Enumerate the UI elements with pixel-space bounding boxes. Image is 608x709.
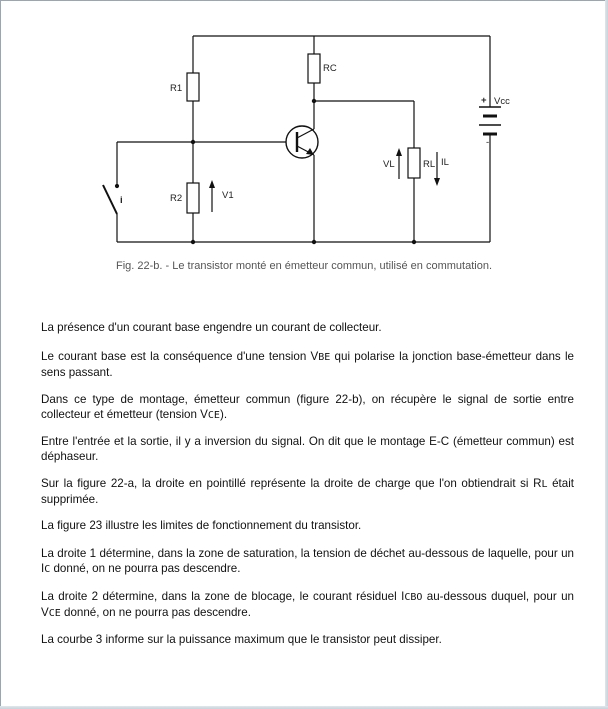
resistor-r1	[187, 73, 199, 101]
junction-dot	[191, 140, 194, 143]
vl-arrow-head	[396, 148, 402, 156]
label-r1: R1	[170, 83, 183, 94]
junction-dot	[191, 240, 194, 243]
paragraph-4: Entre l'entrée et la sortie, il y a inversion du signal. On dit que le montage E-C (émetteur commun) est déphaseur.	[41, 435, 574, 463]
label-minus: -	[486, 137, 490, 148]
junction-dot	[412, 240, 415, 243]
label-v1: V1	[222, 190, 234, 201]
transistor	[286, 126, 318, 158]
resistor-rl	[408, 148, 420, 178]
figure-caption: Fig. 22-b. - Le transistor monté en émetteur commun, utilisé en commutation.	[116, 260, 492, 272]
label-vl: VL	[383, 159, 395, 170]
paragraph-5: Sur la figure 22-a, la droite en pointillé représente la droite de charge que l'on obtiendrait si RL était supprimée.	[41, 477, 575, 506]
il-arrow-head	[434, 178, 440, 186]
label-rc: RC	[323, 63, 337, 74]
v1-arrow-head	[209, 180, 215, 188]
circuit-diagram	[0, 0, 608, 260]
resistor-r2	[187, 183, 199, 213]
label-r2: R2	[170, 193, 183, 204]
paragraph-2: Le courant base est la conséquence d'une tension VBE qui polarise la jonction base-émetteur dans le sens passant.	[41, 350, 575, 379]
label-il: IL	[441, 157, 449, 168]
paragraph-9: La courbe 3 informe sur la puissance maximum que le transistor peut dissiper.	[41, 633, 442, 646]
junction-dot	[312, 240, 315, 243]
label-plus: +	[481, 95, 487, 106]
junction-dot	[312, 99, 315, 102]
label-switch: i	[120, 195, 123, 206]
switch-blade	[103, 185, 117, 214]
transistor-collector	[297, 129, 314, 138]
paragraph-7: La droite 1 détermine, dans la zone de saturation, la tension de déchet au-dessous de laquelle, pour un IC donné, on ne pourra pas descendre.	[41, 547, 574, 575]
switch-contact	[116, 185, 119, 188]
resistor-rc	[308, 54, 320, 83]
label-rl: RL	[423, 159, 436, 170]
label-vcc: Vcc	[494, 96, 510, 107]
paragraph-3: Dans ce type de montage, émetteur commun (figure 22-b), on récupère le signal de sortie entre collecteur et émetteur (tension VCE).	[41, 393, 574, 421]
paragraph-6: La figure 23 illustre les limites de fonctionnement du transistor.	[41, 519, 362, 532]
paragraph-1: La présence d'un courant base engendre un courant de collecteur.	[41, 321, 382, 334]
paragraph-8: La droite 2 détermine, dans la zone de blocage, le courant résiduel ICBO au-dessous duquel, pour un VCE donné, on ne pourra pas descendre.	[41, 590, 574, 619]
